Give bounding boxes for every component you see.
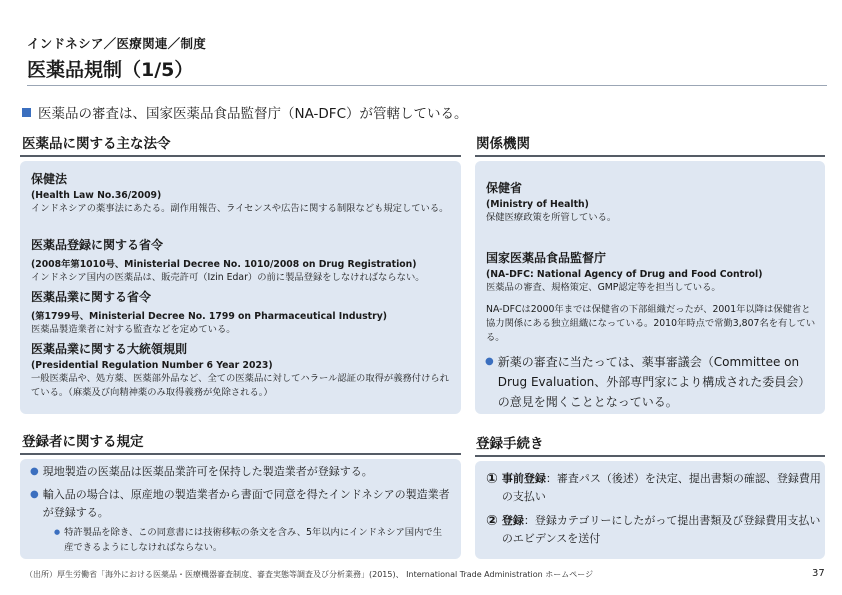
registrant-heading: 登録者に関する規定: [22, 434, 144, 450]
step-number: ②: [486, 513, 498, 529]
agency-reference: (Ministry of Health): [486, 199, 589, 210]
law-name: 医薬品業に関する大統領規則: [31, 342, 188, 356]
law-description: インドネシアの薬事法にあたる。副作用報告、ライセンスや広告に関する制限なども規定している。: [31, 203, 449, 214]
procedure-step: [486, 512, 822, 548]
law-description: インドネシア国内の医薬品は、販売許可（Izin Edar）の前に製品登録をしなければならない。: [31, 272, 425, 283]
breadcrumb: インドネシア／医療関連／制度: [27, 36, 207, 51]
summary: [22, 102, 468, 122]
agency-description: 保健医療政策を所管している。: [486, 212, 617, 223]
law-name: 医薬品登録に関する省令: [31, 238, 164, 252]
law-item: [31, 340, 451, 400]
step-description: ：審査パス（後述）を決定、提出書類の確認、登録費用の支払い: [501, 472, 821, 503]
dot-bullet-icon: ●: [30, 466, 39, 477]
procedure-heading: 登録手続き: [476, 436, 544, 452]
dot-bullet-icon: ●: [30, 489, 39, 500]
agency-description: 医薬品の審査、規格策定、GMP認定等を担当している。: [486, 282, 721, 293]
list-item: [30, 463, 450, 481]
law-name: 医薬品業に関する省令: [31, 290, 152, 304]
agency-item: [486, 249, 816, 295]
law-reference: (2008年第1010号、Ministerial Decree No. 1010/2008 on Drug Registration): [31, 259, 417, 270]
step-text: [502, 512, 822, 548]
title-divider: [27, 85, 827, 86]
list-item: [54, 525, 444, 555]
registrant-sub-bullet-text: 特許製品を除き、この同意書には技術移転の条文を含み、5年以内にインドネシア国内で生産できるようにしなければならない。: [64, 527, 442, 553]
laws-heading: 医薬品に関する主な法令: [22, 136, 171, 152]
law-item: [31, 288, 451, 337]
square-bullet-icon: [22, 108, 31, 117]
list-item: [485, 352, 815, 412]
page-number: 37: [812, 568, 825, 579]
laws-divider: [20, 155, 461, 157]
law-item: [31, 236, 451, 285]
law-item: [31, 170, 451, 216]
procedure-divider: [475, 455, 825, 457]
step-description: ：登録カテゴリーにしたがって提出書類及び登録費用支払いのエビデンスを送付: [501, 514, 821, 545]
law-reference: (Presidential Regulation Number 6 Year 2023): [31, 360, 273, 371]
agency-reference: (NA-DFC: National Agency of Drug and Food Control): [486, 269, 763, 280]
agency-name: 国家医薬品食品監督庁: [486, 251, 607, 265]
procedure-step: [486, 470, 822, 506]
dot-bullet-icon: ●: [54, 528, 61, 536]
agencies-divider: [475, 155, 825, 157]
law-name: 保健法: [31, 172, 68, 186]
list-item: [30, 486, 450, 522]
registrant-bullet-text: 輸入品の場合は、原産地の製造業者から書面で同意を得たインドネシアの製造業者が登録する。: [42, 488, 450, 519]
agency-name: 保健省: [486, 181, 523, 195]
source-note: （出所）厚生労働省「海外における医薬品・医療機器審査制度、審査実態等調査及び分析業務」(2015)、 International Trade Administration ホームページ: [25, 570, 594, 579]
step-number: ①: [486, 471, 498, 487]
law-reference: (第1799号、Ministerial Decree No. 1799 on Pharmaceutical Industry): [31, 311, 388, 322]
step-label: 事前登録: [501, 472, 546, 485]
agency-note: NA-DFCは2000年までは保健省の下部組織だったが、2001年以降は保健省と協力関係にある独立組織になっている。2010年時点で常勤3,807名を有している。: [486, 304, 816, 343]
dot-bullet-icon: ●: [485, 356, 494, 367]
law-reference: (Health Law No.36/2009): [31, 190, 162, 201]
summary-text: 医薬品の審査は、国家医薬品食品監督庁（NA-DFC）が管轄している。: [38, 106, 468, 122]
registrant-divider: [20, 453, 461, 455]
page-title: 医薬品規制（1/5）: [27, 59, 194, 81]
agencies-heading: 関係機関: [476, 136, 530, 152]
law-description: 一般医薬品や、処方薬、医薬部外品など、全ての医薬品に対してハラール認証の取得が義務付けられている。（麻薬及び向精神薬のみ取得義務が免除される。）: [31, 373, 449, 398]
agency-bullet-text: 新薬の審査に当たっては、薬事審議会（Committee on Drug Evaluation、外部専門家により構成された委員会）の意見を聞くこととなっている。: [497, 355, 811, 409]
registrant-bullet-text: 現地製造の医薬品は医薬品業許可を保持した製造業者が登録する。: [42, 465, 373, 478]
step-text: [502, 470, 822, 506]
step-label: 登録: [501, 514, 524, 527]
law-description: 医薬品製造業者に対する監査などを定めている。: [31, 324, 236, 335]
agency-item: [486, 179, 816, 225]
